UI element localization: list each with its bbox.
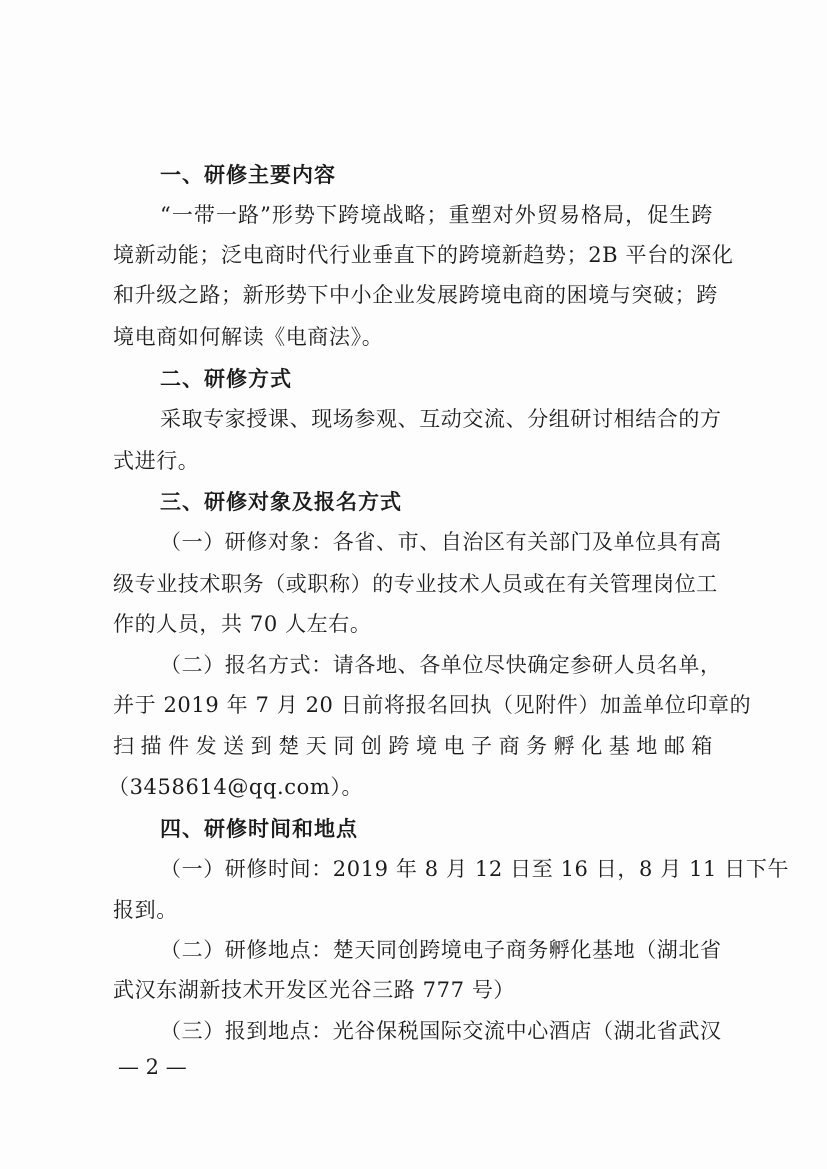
paragraph-line: 级专业技术职务（或职称）的专业技术人员或在有关管理岗位工 [113, 572, 718, 596]
paragraph-line: 和升级之路；新形势下中小企业发展跨境电商的困境与突破；跨 [113, 283, 718, 307]
paragraph-line: 作的人员，共 70 人左右。 [113, 612, 372, 636]
paragraph-line: 报到。 [113, 898, 178, 922]
email-address: （3458614@qq.com）。 [108, 775, 364, 799]
paragraph-line: （二）研修地点：楚天同创跨境电子商务孵化基地（湖北省 [160, 938, 722, 962]
paragraph-line: （一）研修时间：2019 年 8 月 12 日至 16 日，8 月 11 日下午 [160, 857, 790, 881]
paragraph-line: 武汉东湖新技术开发区光谷三路 777 号） [113, 978, 516, 1002]
paragraph-line: 境新动能；泛电商时代行业垂直下的跨境新趋势；2B 平台的深化 [113, 243, 734, 267]
paragraph-line: 式进行。 [113, 449, 200, 473]
paragraph-line: 扫描件发送到楚天同创跨境电子商务孵化基地邮箱 [113, 734, 713, 758]
paragraph-line: “一带一路”形势下跨境战略；重塑对外贸易格局，促生跨 [160, 203, 713, 227]
paragraph-line: 采取专家授课、现场参观、互动交流、分组研讨相结合的方 [160, 407, 722, 431]
paragraph-line: （三）报到地点：光谷保税国际交流中心酒店（湖北省武汉 [160, 1019, 722, 1043]
paragraph-line: （二）报名方式：请各地、各单位尽快确定参研人员名单， [160, 653, 722, 677]
section-heading-method: 二、研修方式 [160, 367, 292, 391]
page-number: — 2 — [118, 1055, 187, 1079]
paragraph-line: 境电商如何解读《电商法》。 [113, 325, 384, 349]
paragraph-line: 并于 2019 年 7 月 20 日前将报名回执（见附件）加盖单位印章的 [113, 693, 752, 717]
section-heading-time-place: 四、研修时间和地点 [160, 817, 358, 841]
section-heading-participants: 三、研修对象及报名方式 [160, 490, 402, 514]
section-heading-main-content: 一、研修主要内容 [160, 163, 336, 187]
paragraph-line: （一）研修对象：各省、市、自治区有关部门及单位具有高 [160, 530, 722, 554]
